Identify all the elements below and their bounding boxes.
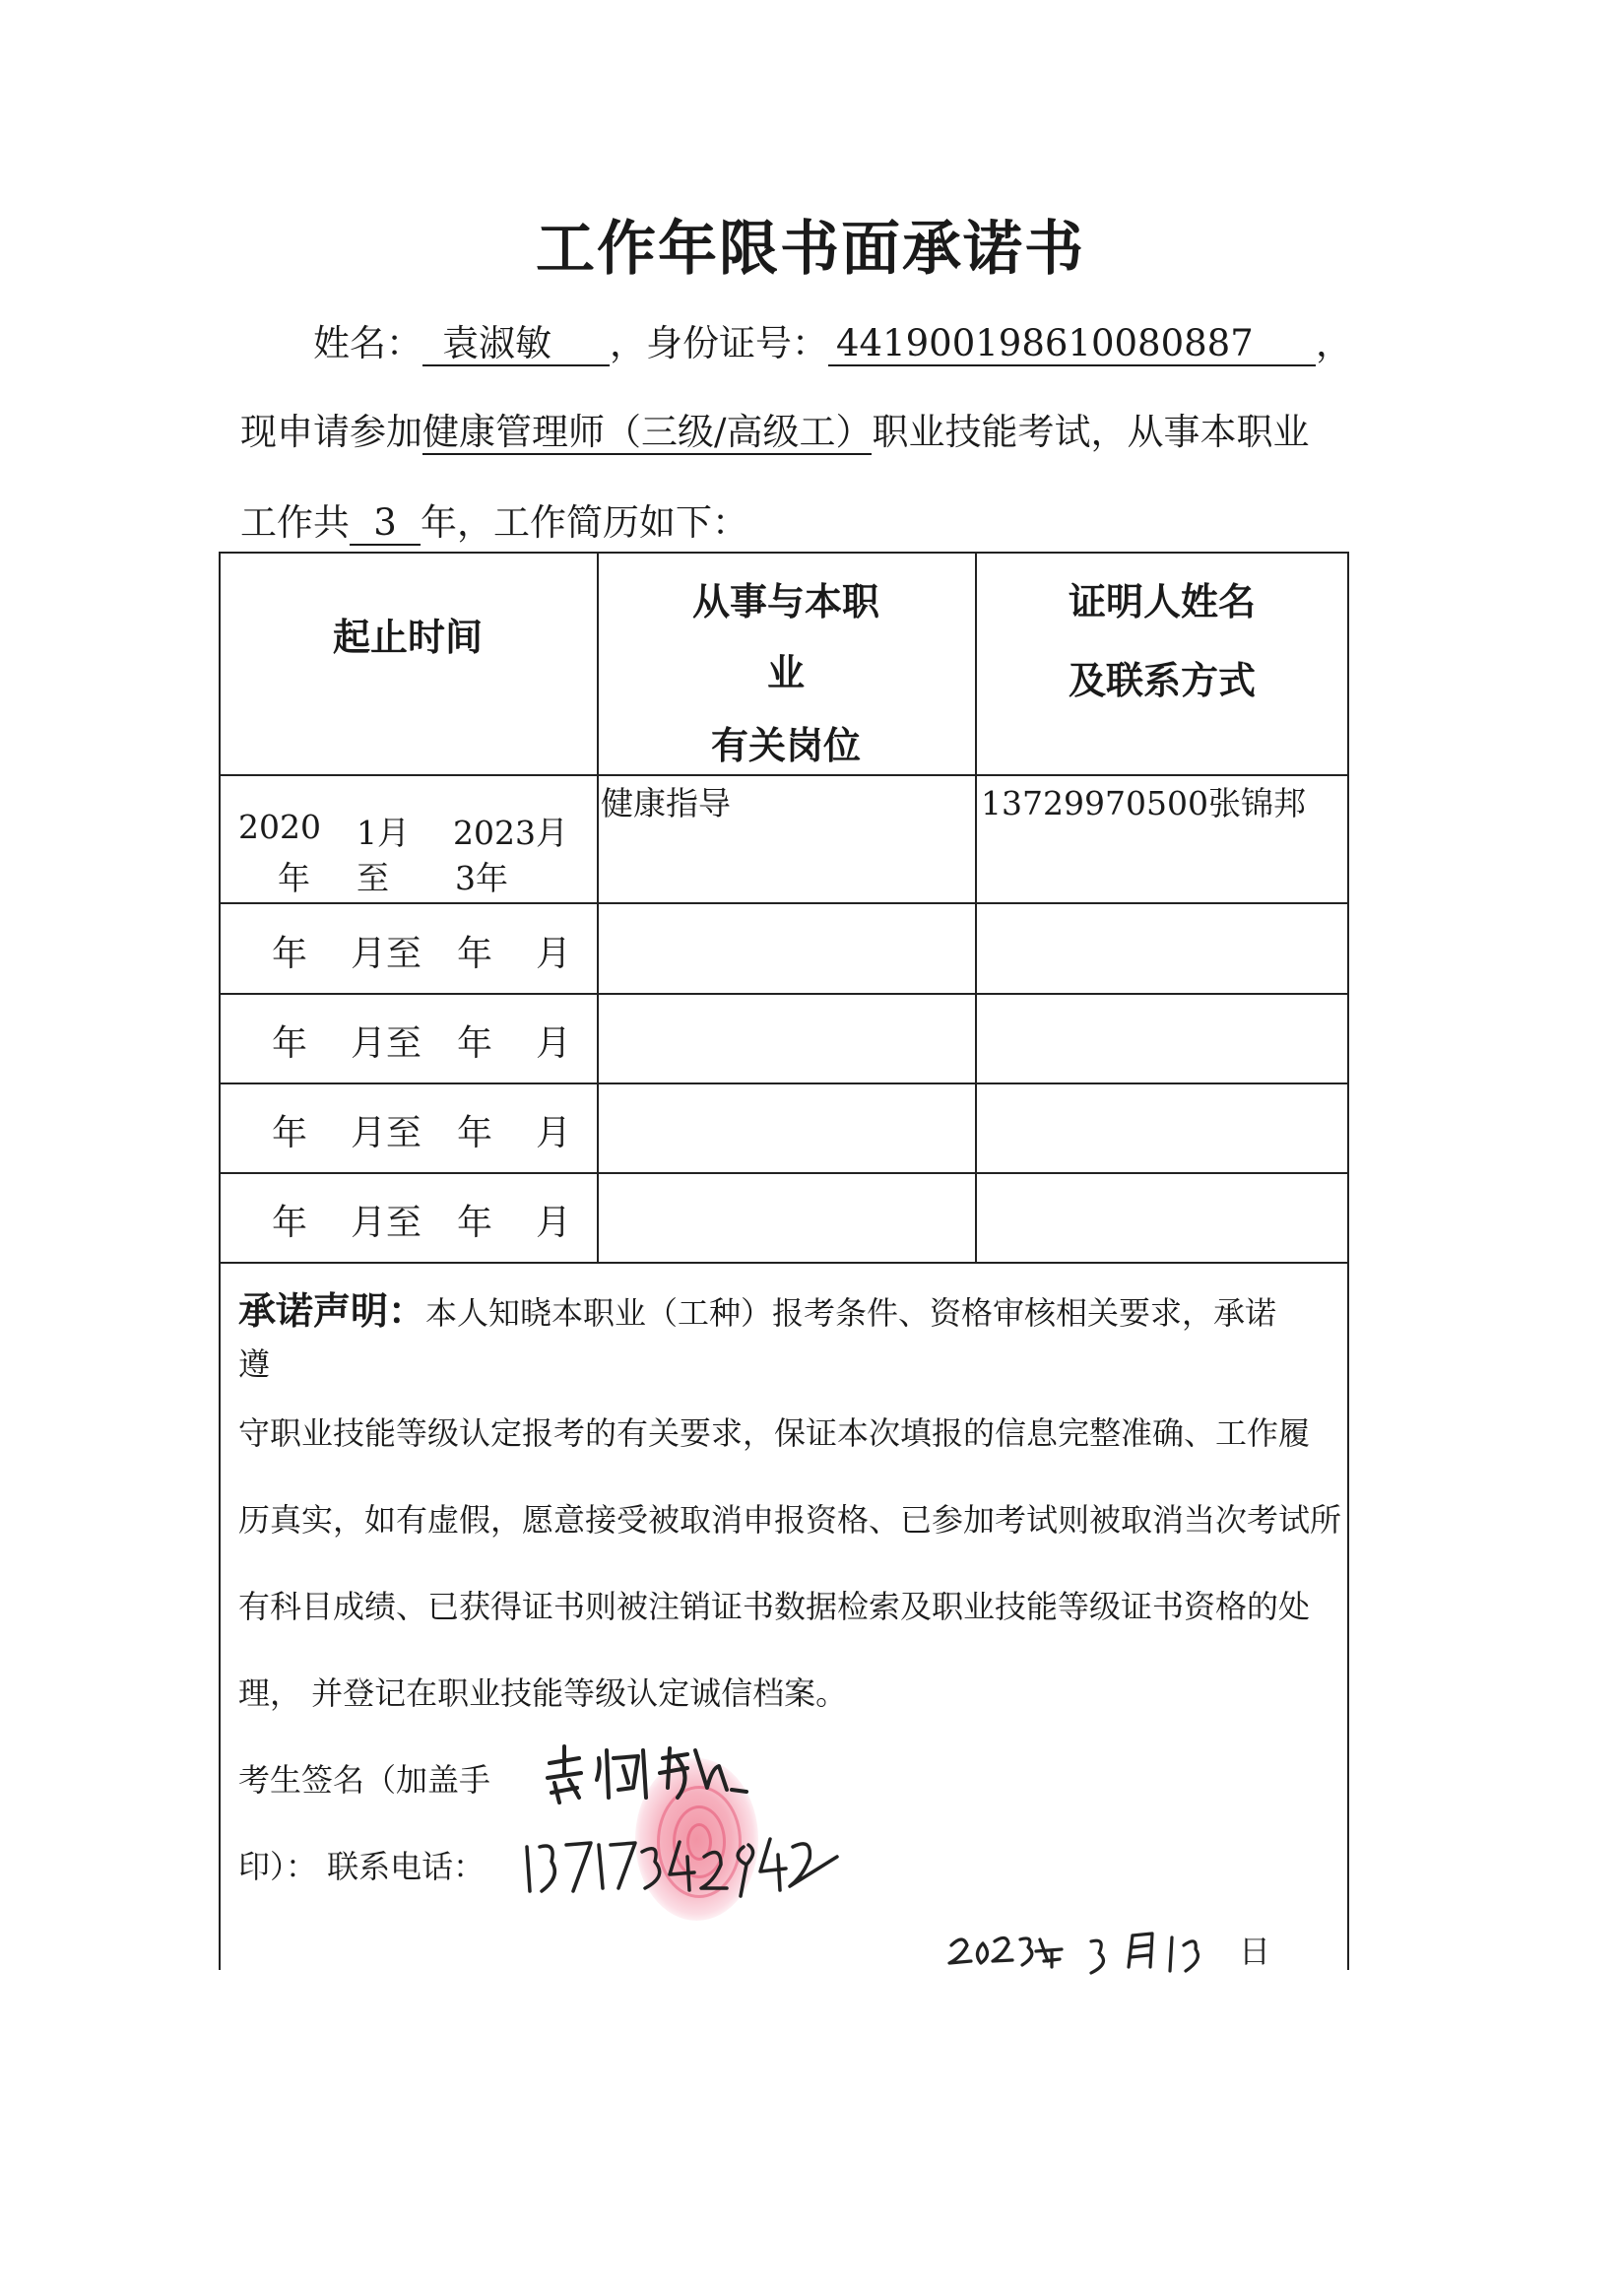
- row1-position: 健康指导: [601, 784, 731, 822]
- table-divider: [219, 1262, 1349, 1264]
- table-divider: [219, 993, 1349, 995]
- header-position-line3: 有关岗位: [710, 724, 861, 767]
- table-divider: [219, 1082, 1349, 1084]
- years-line: [240, 492, 748, 546]
- id-number-field: 441900198610080887: [828, 325, 1316, 366]
- years-prefix: 工作共: [240, 501, 350, 544]
- promise-heading: 承诺声明：: [238, 1289, 426, 1333]
- table-border-right: [1347, 552, 1349, 1970]
- month-label: 月: [536, 1113, 572, 1153]
- month-to-label: 月至: [351, 1113, 422, 1153]
- month-to-label: 月至: [351, 1203, 422, 1243]
- promise-text: 遵: [238, 1345, 271, 1383]
- year-label: 年: [457, 1023, 493, 1064]
- empty-date-row: [272, 1195, 571, 1245]
- month-label: 月: [536, 934, 572, 974]
- year-label: 年: [457, 1113, 493, 1153]
- row1-to: 至: [357, 859, 389, 897]
- phone-label: 印）： 联系电话：: [238, 1848, 486, 1885]
- promise-text: 守职业技能等级认定报考的有关要求，保证本次填报的信息完整准确、工作履: [238, 1414, 1311, 1452]
- years-suffix: 年，工作简历如下：: [421, 501, 748, 544]
- table-border-top: [219, 552, 1349, 554]
- year-label: 年: [457, 1203, 493, 1243]
- page-title: 工作年限书面承诺书: [536, 215, 1085, 284]
- table-divider: [219, 902, 1349, 904]
- handwritten-signature: [540, 1729, 756, 1817]
- year-label: 年: [272, 1023, 308, 1064]
- year-label: 年: [457, 934, 493, 974]
- header-position-line1: 从事与本职: [691, 580, 879, 623]
- row1-end-year-unit: 3年: [455, 859, 508, 897]
- header-period: 起止时间: [332, 616, 483, 659]
- promise-text: 有科目成绩、已获得证书则被注销证书数据检索及职业技能等级证书资格的处: [238, 1588, 1311, 1625]
- application-line: [240, 402, 1309, 455]
- empty-date-row: [272, 1105, 571, 1155]
- apply-prefix: 现申请参加: [240, 411, 422, 453]
- row1-end-year: 2023月: [453, 814, 568, 852]
- month-label: 月: [536, 1203, 572, 1243]
- empty-date-row: [272, 926, 571, 976]
- date-day-label: 日: [1239, 1933, 1271, 1970]
- promise-text: 理， 并登记在职业技能等级认定诚信档案。: [238, 1674, 848, 1712]
- row1-start-month: 1月: [357, 814, 410, 852]
- row1-witness: 13729970500张锦邦: [981, 784, 1306, 822]
- signature-label: 考生签名（加盖手: [238, 1761, 491, 1799]
- name-id-line: [313, 313, 1352, 366]
- id-label: ，身份证号：: [610, 322, 828, 364]
- row1-start-year-unit: 年: [278, 859, 310, 897]
- table-border-left: [219, 552, 221, 1970]
- work-history-table: [219, 552, 1349, 1970]
- table-divider: [219, 1172, 1349, 1174]
- promise-text: 历真实，如有虚假，愿意接受被取消申报资格、已参加考试则被取消当次考试所: [238, 1501, 1342, 1539]
- header-witness-line2: 及联系方式: [1068, 659, 1256, 702]
- table-divider: [219, 774, 1349, 776]
- apply-suffix: 职业技能考试，从事本职业: [872, 411, 1310, 453]
- empty-date-row: [272, 1016, 571, 1066]
- year-label: 年: [272, 1203, 308, 1243]
- row1-start-year: 2020: [238, 808, 321, 846]
- header-witness-line1: 证明人姓名: [1068, 580, 1256, 623]
- promise-text: 本人知晓本职业（工种）报考条件、资格审核相关要求，承诺: [425, 1294, 1277, 1332]
- month-to-label: 月至: [351, 934, 422, 974]
- year-label: 年: [272, 1113, 308, 1153]
- name-label: 姓名：: [313, 322, 422, 364]
- exam-name-field: 健康管理师（三级/高级工）: [422, 411, 873, 453]
- handwritten-date: [943, 1916, 1229, 1995]
- header-position-line2: 业: [766, 651, 805, 694]
- name-field: 袁淑敏: [422, 325, 610, 366]
- years-field: 3: [350, 504, 421, 546]
- month-label: 月: [536, 1023, 572, 1064]
- handwritten-phone: [512, 1817, 847, 1906]
- month-to-label: 月至: [351, 1023, 422, 1064]
- id-trailing-comma: ，: [1316, 322, 1352, 364]
- promise-line1: [238, 1280, 1276, 1335]
- year-label: 年: [272, 934, 308, 974]
